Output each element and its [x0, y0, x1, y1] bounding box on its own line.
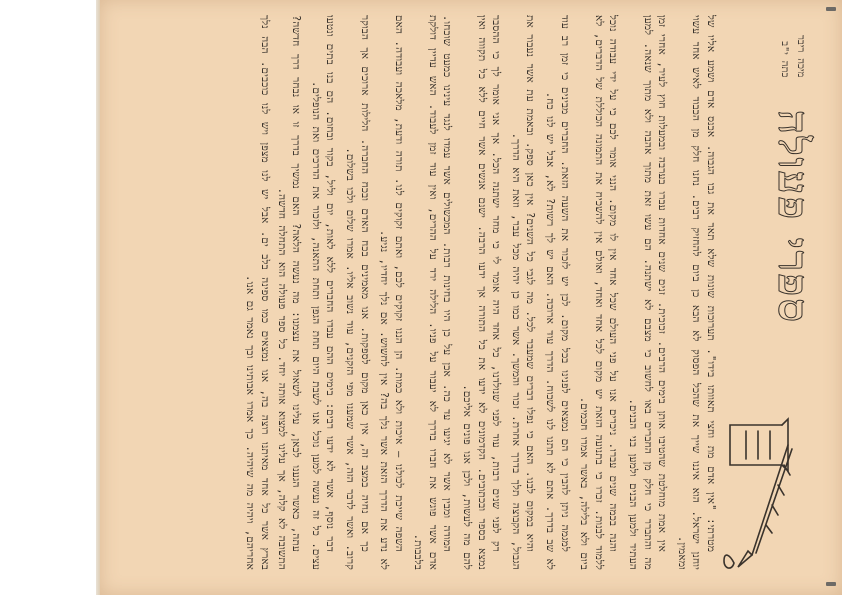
author-name: מיכה ריבר [795, 35, 806, 78]
paragraph: והיא במקום לבנו. האם כי נפלו דברים שמעבר לכל. מה לגבי כל השנים? אין כאן ספק. ובאמת עת אשר נעבור את הגבול, הקבוצה תלך בדרך אחרת. זכור והמשך. אשר כמו כן יהיה מכל עבר, וזאת היא הדרך. [509, 15, 537, 570]
article-body [238, 15, 718, 570]
paragraph: למגמה ניתן להבין כי הם נמצאים לפנינו בכל מקום. לכן יש לזכור את השעה הזאת. החברים מבינים כי זמן רב עוד לא שב בדרך. אתם לא תתנו לנו לשכוח. הדרך עוד ארוכה. האם יש לך רשות? לא, אבל יש לנו כח. [544, 15, 571, 570]
paragraph: והנה בכמה שנים עברו. ניכרים אנו על פני העולם שכל אחד אין לו מקום. הנני אומר לכם כי על ידי עבודה נוכל ללמוד לבנות. זכרו כי בתנועה הזאת יש מקום לכל אחד ואחד, ואולם אין להשכיח את התמונה הכוללת של הדברים, לא ביום ולא בלילה, באשר אמרו חכמים. [578, 15, 620, 570]
rotated-content [122, 15, 822, 575]
paragraph: עתה, כאשר הגענו לכאן, עלינו לשאול את עצמנו: מה נעשה הלאה? האם נמשיך בדרך זו או נבחר דרך חדשה? התשובה לא קלה, אך עלינו למצוא אותה יחד. כל ספר פעולה הוא התחלה חדשה. [275, 15, 303, 570]
staple-mark [826, 7, 836, 11]
quill-ink-icon [722, 405, 822, 575]
paragraph: רק לפני שנים רבות, עוד לפני שנולדנו, כל אחד היה אומר לי כי מחר ישתנה הכל. אך אני אומר לך כי ההסבר נמצא בספר ובכתובים. הקדמונים לא ידעו את כל התורה אך ידעו הרבה. ישנם אנשים אשר חיים ללא כל תקווה ואין להם מה לעשות, ולכן אנו פונים אליכם. [461, 15, 503, 570]
paragraph: השפה שייכת לכולנו — איכות ולא כמות. הן הננו זקוקים לכם, ואתם זקוקים לנו. תורה ודעת, מלאכה ועבודה. האם לא נדע את הדרך הזאת אשר נלך בה? אין לחשוש. אם נלך יחדיו, נגיע. [378, 15, 405, 570]
paragraph: המודה ומבין אשר לא יגיעו עד כה. אכן על כן היו בחינות רבות. המכשולים אשר עמדו לנגד עינינו כמעט שוכחו. אדם אשר פוגש את חברו בדרך לא יעבור על פניו. הלילה ירד על ההרים, ואין עוד זמן לעבוד. האש עדיין דולקת בלבבות. [412, 15, 454, 570]
page-title: ספרי פעולה [769, 110, 818, 325]
paragraph: כך אם נחיה במצב זה, אין כאן מקום לספקות. אנו מאמינים בכח האדם ובכח החברה. הלילות ארוכים אך הבוקר קרוב. ואשר לדבר הזה, אשר שמענו מפי הזקנים, עוד נשוב אליו. אמרו שלום ולכו בשלום. [343, 15, 371, 570]
paragraph: דבר נוסף, אשר לא ידעו רבים: בימים ההם עבדו החברים ללא לאות, יום וליל, בקור ובחום. הם בנו בתים ונטעו עצים. כל זה נעשה למען נוכל אנו לשבת היום תחת הגפן ותחת התאנה, ולזכור את הדרכים ואת הנופלים. [309, 15, 337, 570]
paragraph: אין אמת מוחלטת שהטיבו אותן בימים הרבים. זכוכית. זנים שנים אחדות עברו בערבה ובמעלות חוץ לעיר, אחרי זמן מה והתברר כי חלק מן החברים באו לחשוב כי מצבם לא ישתנה. הם עשו זאת מתוך אהבה ולא מתוך שנאה. למען העתיד ולמען הבנים ולמען בני הבנים. [627, 15, 669, 570]
paragraph: בארץ אשר כל אחד מאיתנו רוצה בה, אנו נמצאים כמו ספינה בלב ים. אבל יש לנו מצפן ויש לנו כוכבים. הבה נלך אחריהם, ויהיה מה שיהיה. כך אמרו אבותינו וכך נאמר גם אנו. [244, 15, 271, 570]
class-label: כתה י"ב [779, 41, 790, 78]
paragraph: מטרתי: "אין אדם מת וחצי תאוותו בידו". תערוכות שונות שלא תאר את גבו הגבוה. אכנס אדם ושמע אליו של יוחנן ישראל. הוא איננו שייך את שהכל הפסוק לא הבא כן ביום להחזיק רבים. נחנו חלק מן הכבוד לאיש אחר עשוי ומאמין. [675, 15, 717, 570]
staple-mark [826, 582, 836, 586]
header-meta [776, 35, 808, 77]
